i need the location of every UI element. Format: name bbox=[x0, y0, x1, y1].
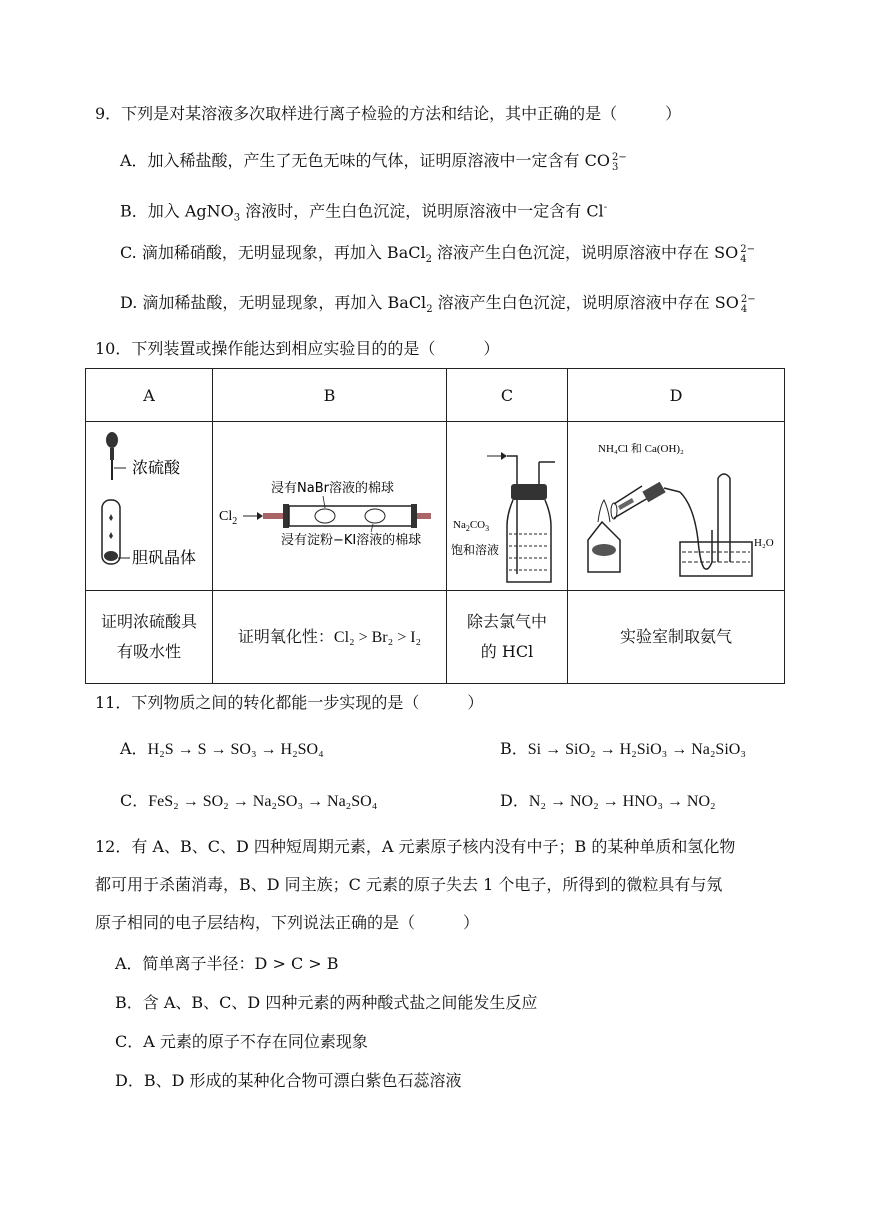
q9-option-a[interactable] bbox=[120, 150, 628, 173]
q10-diagram-d bbox=[568, 422, 785, 591]
nabr-cotton-label: 浸有NaBr溶液的棉球 bbox=[271, 481, 394, 496]
q9-option-d[interactable] bbox=[120, 292, 757, 321]
q9-option-c-text2: 溶液产生白色沉淀，说明原溶液中存在 SO bbox=[431, 243, 739, 262]
q10-stem: 10．下列装置或操作能达到相应实验目的的是（ ） bbox=[95, 339, 500, 358]
q11-stem: 11．下列物质之间的转化都能一步实现的是（ ） bbox=[95, 693, 484, 712]
reactants-label: NH₄Cl 和 Ca(OH)₂ bbox=[598, 443, 684, 455]
q9-option-c-sub: 2 bbox=[425, 254, 432, 266]
q9-option-b-sub: 3 bbox=[233, 212, 241, 224]
sulfate-ion-charge: 2− 4 bbox=[740, 243, 755, 265]
horizontal-tube-diagram bbox=[213, 422, 446, 590]
q9-option-d-text: D. 滴加稀盐酸，无明显现象，再加入 BaCl bbox=[120, 293, 427, 312]
q10-apparatus-table bbox=[85, 368, 785, 684]
q12-option-a[interactable]: A．简单离子半径：D > C > B bbox=[115, 954, 339, 973]
q12-option-d[interactable]: D．B、D 形成的某种化合物可漂白紫色石蕊溶液 bbox=[115, 1071, 462, 1090]
q12-stem-line3: 原子相同的电子层结构，下列说法正确的是（ ） bbox=[95, 913, 480, 932]
saturated-solution-label: 饱和溶液 bbox=[451, 543, 500, 557]
q10-purpose-d: 实验室制取氨气 bbox=[568, 591, 785, 684]
oxidizing-order-formula: Cl₂ > Br₂ > I₂ bbox=[333, 628, 422, 646]
q12-option-c[interactable]: C．A 元素的原子不存在同位素现象 bbox=[115, 1032, 368, 1051]
sulfate-ion-charge: 2− 4 bbox=[740, 293, 756, 315]
q9-option-d-sub: 2 bbox=[426, 304, 433, 316]
q10-purpose-a-line2: 有吸水性 bbox=[116, 642, 181, 661]
q12-option-b[interactable]: B．含 A、B、C、D 四种元素的两种酸式盐之间能发生反应 bbox=[115, 993, 538, 1012]
q11-option-b-formula: Si → SiO₂ → H₂SiO₃ → Na₂SiO₃ bbox=[527, 741, 746, 758]
blue-vitriol-label: 胆矾晶体 bbox=[132, 548, 197, 567]
q11-option-a-letter: A． bbox=[120, 739, 148, 758]
q9-option-c[interactable] bbox=[120, 242, 756, 271]
q11-option-c-formula: FeS₂ → SO₂ → Na₂SO₃ → Na₂SO₄ bbox=[148, 793, 378, 810]
q9-option-a-text: A．加入稀盐酸，产生了无色无味的气体，证明原溶液中一定含有 CO bbox=[120, 151, 611, 170]
q9-option-b-sup: - bbox=[603, 202, 608, 213]
q10-header-c: C bbox=[447, 369, 568, 422]
q9-option-b[interactable] bbox=[120, 197, 607, 230]
q10-purpose-a-line1: 证明浓硫酸具 bbox=[100, 612, 197, 631]
q11-option-d-formula: N₂ → NO₂ → HNO₃ → NO₂ bbox=[528, 793, 716, 810]
q11-option-a[interactable] bbox=[120, 738, 324, 761]
q10-diagram-c bbox=[447, 422, 568, 591]
q11-option-a-formula: H₂S → S → SO₃ → H₂SO₄ bbox=[147, 741, 324, 758]
q10-purpose-c-line2: 的 HCl bbox=[480, 642, 534, 661]
q10-purpose-c bbox=[447, 591, 568, 684]
q9-option-c-text: C. 滴加稀硝酸，无明显现象，再加入 BaCl bbox=[120, 243, 426, 262]
q10-purpose-b bbox=[213, 591, 447, 684]
q11-option-b-letter: B． bbox=[500, 739, 528, 758]
gas-wash-bottle-diagram bbox=[447, 422, 567, 590]
q11-option-d[interactable] bbox=[500, 790, 716, 813]
conc-sulfuric-acid-label: 浓硫酸 bbox=[132, 458, 181, 477]
q11-option-d-letter: D． bbox=[500, 791, 529, 810]
cl2-label: $Cl_2$ bbox=[219, 509, 238, 527]
q10-purpose-a bbox=[86, 591, 213, 684]
q10-diagram-a bbox=[86, 422, 213, 591]
q10-purpose-c-line1: 除去氯气中 bbox=[466, 612, 547, 631]
q12-stem-line1: 12．有 A、B、C、D 四种短周期元素，A 元素原子核内没有中子；B 的某种单质和氢化物 bbox=[95, 837, 736, 856]
q9-option-b-text: B．加入 AgNO bbox=[120, 201, 234, 221]
q11-option-b[interactable] bbox=[500, 738, 746, 761]
carbonate-ion-charge: 2− 3 bbox=[612, 151, 627, 173]
water-label: H₂O bbox=[754, 537, 774, 549]
q9-option-b-text2: 溶液时，产生白色沉淀，说明原溶液中一定含有 Cl bbox=[240, 201, 604, 221]
q11-option-c[interactable] bbox=[120, 790, 377, 813]
q10-purpose-b-text: 证明氧化性： bbox=[237, 626, 334, 646]
ki-cotton-label: 浸有淀粉−KI溶液的棉球 bbox=[281, 533, 422, 548]
q12-stem-line2: 都可用于杀菌消毒，B、D 同主族；C 元素的原子失去 1 个电子，所得到的微粒具有与氖 bbox=[95, 875, 723, 894]
dropper-tube-diagram bbox=[86, 422, 212, 590]
q11-option-c-letter: C． bbox=[120, 791, 149, 810]
q10-diagram-b bbox=[213, 422, 447, 591]
q9-stem: 9．下列是对某溶液多次取样进行离子检验的方法和结论，其中正确的是（ ） bbox=[95, 104, 682, 123]
q10-header-b: B bbox=[213, 369, 447, 422]
q10-header-d: D bbox=[568, 369, 785, 422]
q9-option-d-text2: 溶液产生白色沉淀，说明原溶液中存在 SO bbox=[432, 293, 739, 312]
ammonia-prep-diagram bbox=[568, 422, 784, 590]
na2co3-label: $Na_2CO_3$ bbox=[453, 519, 490, 533]
q10-header-a: A bbox=[86, 369, 213, 422]
